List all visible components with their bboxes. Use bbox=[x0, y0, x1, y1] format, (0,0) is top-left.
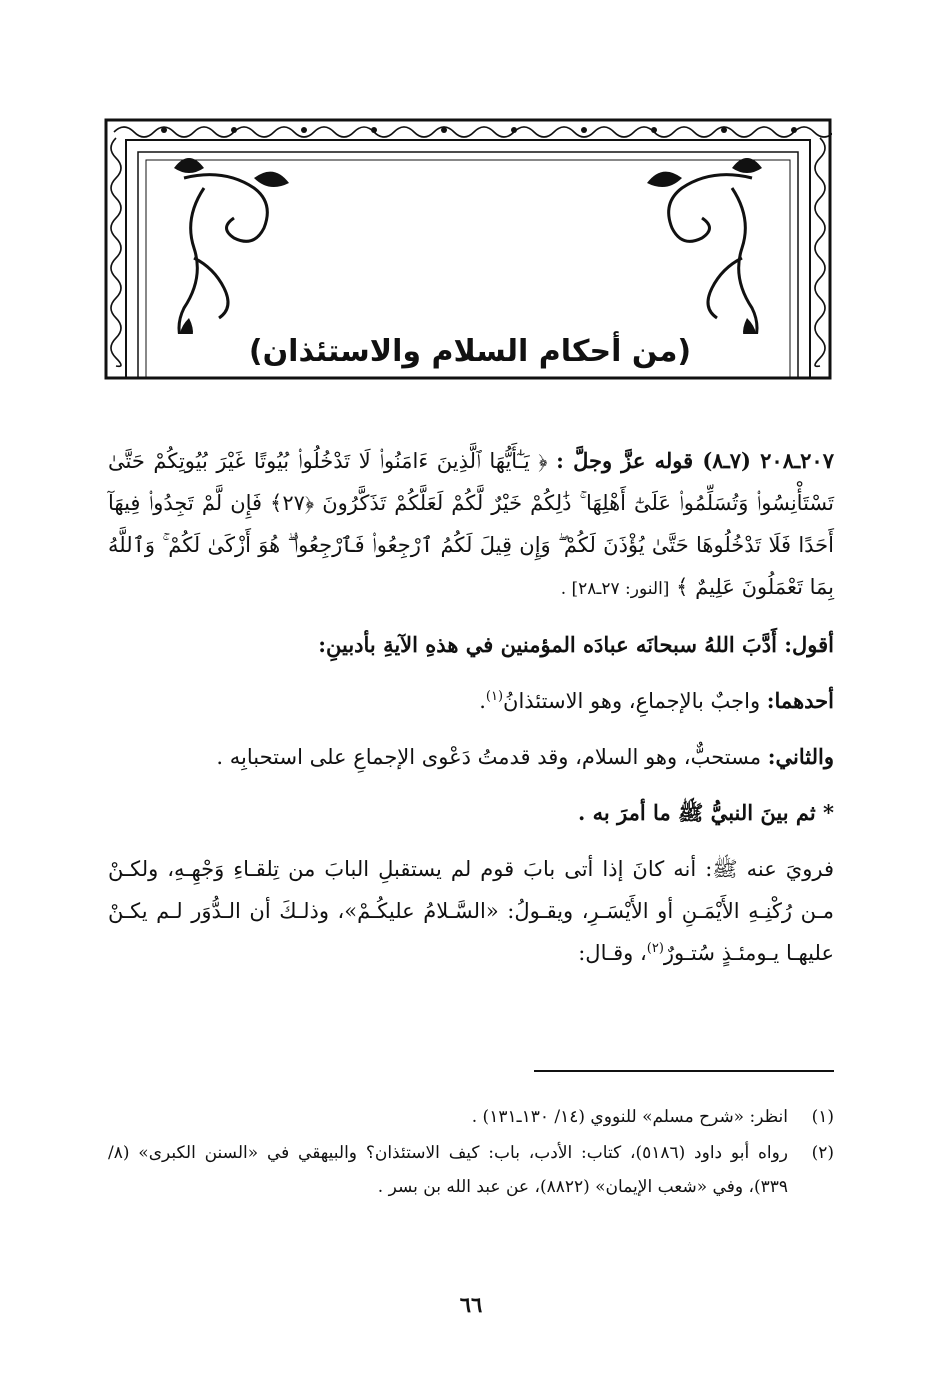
footnote-item bbox=[108, 1136, 834, 1204]
paragraph-intro: أقول: أَدَّبَ اللهُ سبحانَه عبادَه المؤمنين في هذهِ الآيةِ بأدبينِ: bbox=[318, 632, 834, 657]
second-text: مستحبٌّ، وهو السلام، وقد قدمتُ دَعْوى الإجماعِ على استحبابِه . bbox=[216, 745, 762, 769]
hadith-text: فرويَ عنه ﷺ: أنه كانَ إذا أتى بابَ قوم لم يستقبلِ البابَ من تِلقـاءِ وَجْهِـهِ، ولكـنْ مـن رُكْنِـهِ الأَيْمَـنِ أو الأَيْسَـرِ، ويقـولُ: «السَّـلامُ عليكُـمْ»، وذلـكَ أن الـدُّوَر لـم يكـنْ عليهـا يـومئـذٍ سُتـورٌ bbox=[108, 857, 834, 965]
paragraph-prophet: * ثم بينَ النبيُّ ﷺ ما أمرَ به . bbox=[578, 800, 834, 825]
body-text bbox=[108, 440, 834, 988]
footnote-number: (١) bbox=[811, 1107, 834, 1127]
first-text: واجبٌ بالإجماعِ، وهو الاستئذانُ bbox=[503, 689, 761, 713]
first-end: . bbox=[479, 689, 486, 713]
paragraph-first bbox=[108, 680, 834, 722]
quran-verse: ﴿ يَـٰٓأَيُّهَا ٱلَّذِينَ ءَامَنُوا۟ لَا تَدْخُلُوا۟ بُيُوتًا غَيْرَ بُيُوتِكُمْ حَتَّىٰ تَسْتَأْنِسُوا۟ وَتُسَلِّمُوا۟ عَلَىٰٓ أَهْلِهَا ۚ ذَٰلِكُمْ خَيْرٌ لَّكُمْ لَعَلَّكُمْ تَذَكَّرُونَ ﴿٢٧﴾ فَإِن لَّمْ تَجِدُوا۟ فِيهَآ أَحَدًا فَلَا تَدْخُلُوهَا حَتَّىٰ يُؤْذَنَ لَكُمْ ۖ وَإِن قِيلَ لَكُمُ ٱرْجِعُوا۟ فَٱرْجِعُوا۟ ۖ هُوَ أَزْكَىٰ لَكُمْ ۚ وَٱللَّهُ بِمَا تَعْمَلُونَ عَلِيمٌ ﴾ bbox=[108, 449, 834, 599]
paragraph-second bbox=[108, 736, 834, 778]
verse-reference: [النور: ٢٧ـ٢٨] . bbox=[560, 579, 670, 599]
hadith-end: ، وقـال: bbox=[578, 941, 647, 965]
footnote-text: رواه أبو داود (٥١٨٦)، كتاب: الأدب، باب: كيف الاستئذان؟ والبيهقي في «السنن الكبرى» (٨/ ٣٣٩)، وفي «شعب الإيمان» (٨٨٢٢)، عن عبد الله بن بسر . bbox=[108, 1143, 789, 1197]
footnotes bbox=[108, 1100, 834, 1206]
footnote-item bbox=[108, 1100, 834, 1134]
footnote-number: (٢) bbox=[811, 1143, 834, 1163]
footnote-ref-2[interactable]: (٢) bbox=[646, 941, 664, 956]
footnote-text: انظر: «شرح مسلم» للنووي (١٤/ ١٣٠ـ١٣١) . bbox=[471, 1107, 788, 1127]
page-title: (من أحكام السلام والاستئذان) bbox=[160, 334, 780, 369]
second-lead: والثاني: bbox=[767, 744, 834, 769]
footnote-ref-1[interactable]: (١) bbox=[485, 689, 504, 704]
first-lead: أحدهما: bbox=[766, 688, 834, 713]
paragraph-hadith bbox=[108, 848, 834, 974]
page-number: ٦٦ bbox=[459, 1292, 483, 1317]
verse-number-lead: ٢٠٧ـ٢٠٨ (٧ـ٨) قوله عزَّ وجلَّ : bbox=[556, 448, 834, 473]
paragraph-verse bbox=[108, 440, 834, 610]
footnote-divider bbox=[534, 1070, 834, 1072]
